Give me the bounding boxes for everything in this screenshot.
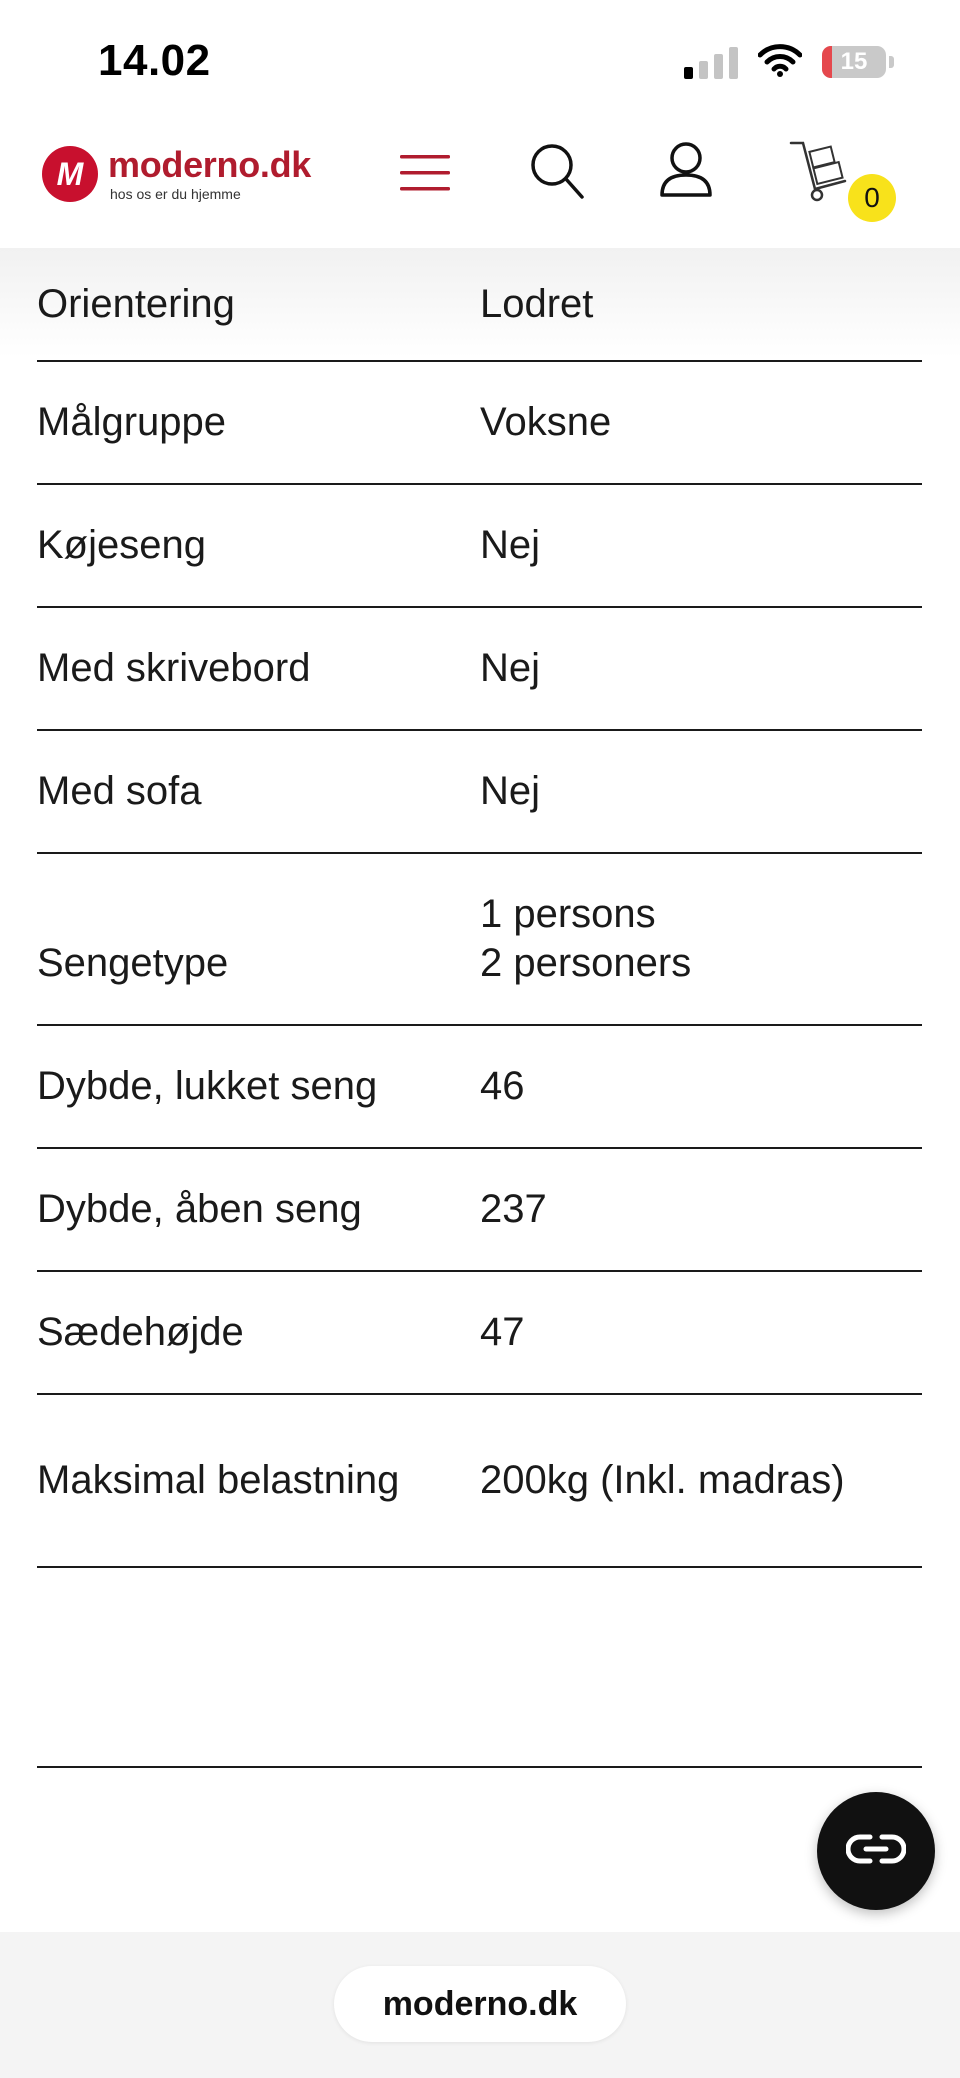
- logo-text: [108, 144, 312, 202]
- logo-name: moderno.dk: [108, 144, 312, 185]
- url-bar[interactable]: [334, 1966, 626, 2042]
- spec-row: [37, 1272, 922, 1395]
- battery-icon: [822, 46, 886, 78]
- cellular-signal-icon: [684, 45, 738, 79]
- url-domain: moderno.dk: [382, 1984, 578, 2023]
- spec-value: [480, 1308, 922, 1357]
- spec-row: [37, 1149, 922, 1272]
- chat-button[interactable]: [817, 1792, 935, 1910]
- spec-value-line: Lodret: [480, 281, 594, 326]
- spec-value: [480, 890, 922, 988]
- status-icons: [684, 44, 894, 80]
- spec-value: [480, 398, 922, 447]
- account-icon: [658, 141, 714, 204]
- status-bar: [0, 0, 960, 120]
- battery-nub: [889, 56, 894, 68]
- spec-row: [37, 854, 922, 1026]
- spec-label: Maksimal belastning: [37, 1458, 400, 1502]
- spec-value-line: Nej: [480, 646, 541, 690]
- logo-tagline: hos os er du hjemme: [110, 186, 241, 202]
- spec-value-line: 237: [480, 1187, 547, 1231]
- spec-value-line: Nej: [480, 523, 541, 567]
- spec-label: Med sofa: [37, 769, 202, 813]
- site-logo[interactable]: [42, 146, 311, 202]
- spec-label: Dybde, lukket seng: [37, 1064, 378, 1108]
- spec-value-line: 1 persons: [480, 892, 656, 936]
- spec-row: [37, 608, 922, 731]
- spec-row: [37, 731, 922, 854]
- search-button[interactable]: [526, 142, 590, 206]
- spec-value-line: 47: [480, 1310, 525, 1354]
- spec-label: Orientering: [37, 281, 235, 326]
- account-button[interactable]: [654, 140, 718, 204]
- status-time: 14.02: [98, 36, 211, 85]
- spec-value-line: 2 personers: [480, 941, 692, 985]
- spec-value-line: Nej: [480, 769, 541, 813]
- spec-row: [37, 1395, 922, 1568]
- spec-row: [37, 248, 922, 362]
- spec-value: [480, 767, 922, 816]
- chat-link-icon: [846, 1833, 906, 1870]
- spec-value: [480, 1062, 922, 1111]
- menu-button[interactable]: [396, 146, 454, 204]
- cart-count-badge: 0: [848, 174, 896, 222]
- spec-label: Sædehøjde: [37, 1310, 244, 1354]
- spec-label: Dybde, åben seng: [37, 1187, 362, 1231]
- logo-mark-icon: M: [42, 146, 98, 202]
- hamburger-menu-icon: [400, 153, 450, 198]
- battery-level: 15: [840, 48, 868, 75]
- spec-label: Målgruppe: [37, 400, 227, 444]
- spec-value: [480, 1456, 922, 1505]
- spec-value: [480, 521, 922, 570]
- site-header: [0, 120, 960, 248]
- spec-value: [480, 280, 922, 329]
- search-icon: [530, 143, 586, 206]
- spec-label: Køjeseng: [37, 523, 206, 567]
- spec-row: [37, 362, 922, 485]
- spec-value: [480, 1185, 922, 1234]
- spec-table: [37, 248, 922, 1768]
- spec-value-line: 46: [480, 1064, 525, 1108]
- spec-label: Med skrivebord: [37, 646, 311, 690]
- spec-row: [37, 485, 922, 608]
- spec-row: [37, 1026, 922, 1149]
- spec-empty-row: [37, 1568, 922, 1768]
- spec-value-line: 200kg (Inkl. madras): [480, 1458, 845, 1502]
- spec-value-line: Voksne: [480, 400, 612, 444]
- spec-value: [480, 644, 922, 693]
- spec-label: Sengetype: [37, 941, 229, 985]
- wifi-icon: [758, 43, 802, 82]
